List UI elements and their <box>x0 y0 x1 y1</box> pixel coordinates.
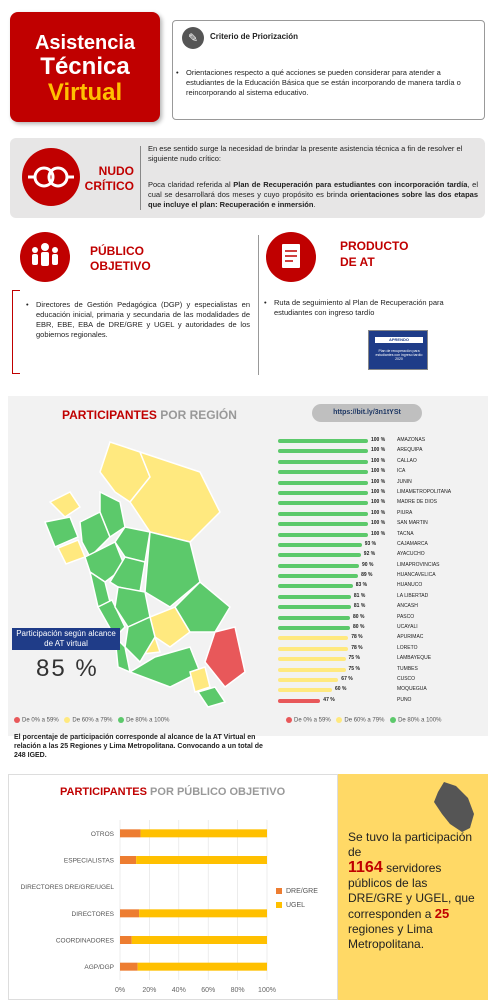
region-bar-value: 100 % <box>371 447 386 454</box>
legend-dot-high <box>390 717 396 723</box>
region-bar-row <box>275 623 485 633</box>
legend-dot-low <box>14 717 20 723</box>
region-bar-value: 83 % <box>355 582 368 589</box>
nudo-text-b: Plan de Recuperación para estudiantes con incorporación tardía <box>233 180 468 189</box>
nudo-text-e: . <box>313 200 316 209</box>
region-bar-value: 80 % <box>353 613 365 620</box>
region-bar-value: 75 % <box>348 655 360 662</box>
region-bar-value: 100 % <box>371 499 386 506</box>
region-bar-label: AYACUCHO <box>397 551 425 558</box>
region-bar-row <box>275 457 485 467</box>
x-tick-label: 80% <box>230 987 245 994</box>
criterio-bullet: • Orientaciones respecto a qué acciones se pueden considerar para atender a estudiantes de la Educación Básica que se están incorporando de manera tardía o reincorporando al sistema educativo. <box>178 68 478 98</box>
region-bar-value: 89 % <box>361 572 373 579</box>
region-bar-label: ICA <box>397 468 406 475</box>
region-bar-value: 100 % <box>371 488 386 495</box>
region-bar <box>278 668 346 672</box>
region-bar-label: PIURA <box>397 509 413 516</box>
publico-title <box>90 244 151 274</box>
category-label: ESPECIALISTAS <box>63 857 114 865</box>
region-bar-value: 90 % <box>362 561 374 568</box>
region-bar-label: PUNO <box>397 696 412 703</box>
map-region-tumbes <box>50 492 80 517</box>
region-bar-row <box>275 478 485 488</box>
region-bar-row <box>275 592 485 602</box>
legend-dot-high <box>118 717 124 723</box>
public-chart-title <box>60 786 285 798</box>
region-bar-row <box>275 581 485 591</box>
region-bar-row <box>275 696 485 706</box>
region-bar-value: 100 % <box>371 457 386 464</box>
region-bar-row <box>275 654 485 664</box>
region-bar-label: ANCASH <box>397 603 418 610</box>
region-bar <box>278 584 353 588</box>
region-bar-value: 100 % <box>371 509 386 516</box>
legend-dot-mid <box>336 717 342 723</box>
region-bar <box>278 449 368 453</box>
region-bar-label: AREQUIPA <box>397 447 423 454</box>
region-bar-value: 100 % <box>371 478 386 485</box>
region-bar <box>278 491 368 495</box>
stacked-bar-segment <box>120 829 141 837</box>
region-bar-label: PASCO <box>397 613 415 620</box>
map-region-moquegua <box>190 667 210 692</box>
legend-dot-low <box>286 717 292 723</box>
region-bar-label: HUANUCO <box>397 582 423 589</box>
category-label: DIRECTORES DRE/GRE/UGEL <box>20 884 114 892</box>
region-bar <box>278 522 368 526</box>
region-bar-value: 78 % <box>351 634 363 641</box>
region-bar <box>278 574 358 578</box>
region-bar-row <box>275 498 485 508</box>
legend-low: De 0% a 59% <box>22 717 59 724</box>
region-bar-row <box>275 488 485 498</box>
region-bar-label: LIMAMETROPOLITANA <box>397 488 452 495</box>
region-bar-value: 75 % <box>348 665 360 672</box>
publico-bullet: • Directores de Gestión Pedagógica (DGP) y especialistas en educación inicial, primaria y secundaria de las modalidades de EBR, EBE, EBA de DRE/GRE y UGEL y autoridades de los gobiernos regionales. <box>26 300 250 339</box>
category-label: COORDINADORES <box>55 937 114 945</box>
region-bar-row <box>275 633 485 643</box>
stacked-bar-segment <box>136 856 267 864</box>
knot-icon <box>22 148 80 206</box>
title-line3: Virtual <box>47 79 123 106</box>
region-bar-row <box>275 550 485 560</box>
region-bar-label: CUSCO <box>397 675 416 682</box>
region-bar-label: LAMBAYEQUE <box>397 655 432 662</box>
region-bar-label: LA LIBERTAD <box>397 592 429 599</box>
region-link[interactable]: https://bit.ly/3n1tYSt <box>312 404 422 422</box>
region-bar <box>278 553 361 557</box>
region-bar-label: APURIMAC <box>397 634 424 641</box>
bars-legend-mid: De 60% a 79% <box>344 717 385 724</box>
participation-value: 85 % <box>36 655 99 682</box>
po-title-a: PARTICIPANTES <box>60 786 147 798</box>
map-region-puno <box>205 627 245 687</box>
region-bar-label: MOQUEGUA <box>397 686 427 693</box>
region-bar <box>278 595 351 599</box>
region-bar-value: 78 % <box>351 644 363 651</box>
bracket <box>12 290 20 374</box>
region-bar-label: TUMBES <box>397 665 418 672</box>
participation-label: Participación según alcance de AT virtual <box>12 628 120 650</box>
nudo-critical-text <box>148 180 478 210</box>
region-bar <box>278 501 368 505</box>
bars-legend <box>282 717 441 724</box>
summary-count: 1164 <box>348 859 383 876</box>
region-bar-label: TACNA <box>397 530 414 537</box>
region-bar-label: CAJAMARCA <box>397 540 428 547</box>
summary-t2: servidores públicos de las DRE/GRE y UGEL, que corresponden a <box>348 861 475 921</box>
region-title <box>62 408 237 422</box>
region-bar-label: HUANCAVELICA <box>397 572 436 579</box>
x-tick-label: 40% <box>171 987 186 994</box>
region-bar-label: LORETO <box>397 644 418 651</box>
region-bar-row <box>275 571 485 581</box>
region-bar-value: 81 % <box>353 603 366 610</box>
region-bar <box>278 636 348 640</box>
region-title-b: POR REGIÓN <box>156 408 237 422</box>
region-bar-label: SAN MARTIN <box>397 520 428 527</box>
stacked-bar-segment <box>139 909 267 917</box>
region-bar <box>278 616 350 620</box>
producto-title <box>340 238 408 270</box>
document-icon <box>266 232 316 282</box>
region-bar-row <box>275 644 485 654</box>
region-bar-label: LIMAPROVINCIAS <box>397 561 440 568</box>
region-bar-chart <box>275 436 485 706</box>
region-bar-value: 92 % <box>363 551 376 558</box>
producto-bullet: • Ruta de seguimiento al Plan de Recuperación para estudiantes con ingreso tardío <box>266 298 481 318</box>
legend-high: De 80% a 100% <box>126 717 170 724</box>
region-bar-label: JUNIN <box>397 478 412 485</box>
peru-map-icon <box>430 780 478 834</box>
public-bar-chart <box>10 810 336 1000</box>
nudo-title-line2: CRÍTICO <box>84 179 134 193</box>
region-bar-row <box>275 436 485 446</box>
region-bar-row <box>275 540 485 550</box>
region-bar-row <box>275 602 485 612</box>
region-bar <box>278 605 351 609</box>
region-bar-row <box>275 561 485 571</box>
stacked-bar-segment <box>120 963 138 971</box>
x-tick-label: 60% <box>201 987 216 994</box>
region-bar <box>278 470 368 474</box>
nudo-intro: En ese sentido surge la necesidad de brindar la presente asistencia técnica a fin de resolver el siguiente nudo crítico: <box>148 144 463 163</box>
region-bar-value: 80 % <box>353 624 365 631</box>
publico-title-line1: PÚBLICO <box>90 244 144 258</box>
publico-title-line2: OBJETIVO <box>90 259 151 273</box>
region-bar-row <box>275 530 485 540</box>
region-bar-label: AMAZONAS <box>397 437 426 443</box>
region-bar-value: 47 % <box>323 696 335 703</box>
divider <box>258 235 259 375</box>
region-bar <box>278 688 332 692</box>
legend-label: UGEL <box>286 902 306 909</box>
region-bar-row <box>275 519 485 529</box>
stacked-bar-segment <box>120 856 136 864</box>
region-bar-row <box>275 675 485 685</box>
stacked-bar-segment <box>141 829 267 837</box>
nudo-title-line1: NUDO <box>98 164 134 178</box>
criterio-title: Criterio de Priorización <box>210 32 299 41</box>
region-bar <box>278 626 350 630</box>
title-box <box>10 12 160 122</box>
region-bar-row <box>275 467 485 477</box>
category-label: DIRECTORES <box>71 910 114 918</box>
region-bar-value: 60 % <box>335 686 347 693</box>
nudo-text-c: , el cual se desarrollará dos meses y cuyo propósito es brinda <box>148 180 478 199</box>
region-bar <box>278 657 346 661</box>
stacked-bar-segment <box>120 909 139 917</box>
summary-t1: Se tuvo la participación de <box>348 830 473 859</box>
bars-legend-low: De 0% a 59% <box>294 717 331 724</box>
region-bar <box>278 564 359 568</box>
title-line1: Asistencia <box>34 32 136 54</box>
region-bar <box>278 543 362 547</box>
stacked-bar-segment <box>120 936 132 944</box>
x-tick-label: 20% <box>142 987 157 994</box>
region-bar-row <box>275 685 485 695</box>
title-line2: Técnica <box>40 53 130 80</box>
producto-title-line2: DE AT <box>340 255 375 269</box>
x-tick-label: 100% <box>258 987 276 994</box>
region-bar-row <box>275 446 485 456</box>
region-bar-row <box>275 665 485 675</box>
region-title-a: PARTICIPANTES <box>62 408 157 422</box>
po-title-b: POR PÚBLICO OBJETIVO <box>147 786 286 798</box>
region-bar-value: 100 % <box>371 520 386 527</box>
producto-title-line1: PRODUCTO <box>340 239 409 253</box>
region-bar <box>278 439 368 443</box>
legend-label: DRE/GRE <box>286 888 318 895</box>
region-bar-value: 100 % <box>371 437 386 443</box>
legend-swatch <box>276 888 282 894</box>
region-bar-value: 67 % <box>341 675 353 682</box>
map-legend <box>10 717 169 724</box>
criterio-bullet-text: Orientaciones respecto a qué acciones se pueden considerar para atender a estudiantes de la Educación Básica que se están incorporando de manera tardía o reincorporando al sistema educativo. <box>186 68 461 97</box>
summary-text <box>348 830 478 952</box>
summary-regions: 25 <box>434 906 450 921</box>
people-icon <box>20 232 70 282</box>
region-bar <box>278 647 348 651</box>
bars-legend-high: De 80% a 100% <box>398 717 442 724</box>
region-bar <box>278 512 368 516</box>
region-bar-value: 100 % <box>371 530 386 537</box>
document-cover-image <box>368 330 428 370</box>
legend-dot-mid <box>64 717 70 723</box>
region-bar-row <box>275 509 485 519</box>
region-bar-value: 93 % <box>364 540 377 547</box>
region-bar <box>278 481 368 485</box>
nudo-title <box>84 164 134 194</box>
stacked-bar-segment <box>132 936 267 944</box>
region-bar <box>278 678 338 682</box>
edit-icon: ✎ <box>182 27 204 49</box>
category-label: AGP/DGP <box>84 964 114 972</box>
category-label: OTROS <box>90 830 114 838</box>
region-bar-row <box>275 613 485 623</box>
summary-t3: regiones y Lima Metropolitana. <box>348 922 433 951</box>
region-bar-value: 81 % <box>353 592 366 599</box>
cover-brand: APRENDO <box>375 337 423 343</box>
region-bar <box>278 533 368 537</box>
region-bar-label: UCAYALI <box>397 624 418 631</box>
cover-text: Plan de recuperación para estudiantes con ingreso tardío 2020 <box>375 349 423 361</box>
region-bar <box>278 460 368 464</box>
region-bar-label: CALLAO <box>397 457 417 464</box>
publico-bullet-text: Directores de Gestión Pedagógica (DGP) y especialistas en educación inicial, primaria y secundaria de las modalidades de EBR, EBE, EBA de DRE/GRE y UGEL y autoridades de los gobiernos regionales. <box>36 300 250 339</box>
region-bar-value: 100 % <box>371 468 386 475</box>
divider <box>140 146 141 210</box>
region-bar <box>278 699 320 703</box>
producto-bullet-text: Ruta de seguimiento al Plan de Recuperación para estudiantes con ingreso tardío <box>274 298 444 317</box>
nudo-text-d: orientaciones sobre las dos etapas que incluye el plan: Recuperación e inmersión <box>148 190 478 209</box>
region-note: El porcentaje de participación corresponde al alcance de la AT Virtual en relación a las 25 Regiones y Lima Metropolitana. Convocando a un total de 248 IGED. <box>14 734 263 759</box>
nudo-text-a: Poca claridad referida al <box>148 180 234 189</box>
region-bar-label: MADRE DE DIOS <box>397 499 438 506</box>
legend-swatch <box>276 902 282 908</box>
stacked-bar-segment <box>138 963 267 971</box>
x-tick-label: 0% <box>114 987 126 994</box>
legend-mid: De 60% a 79% <box>72 717 113 724</box>
